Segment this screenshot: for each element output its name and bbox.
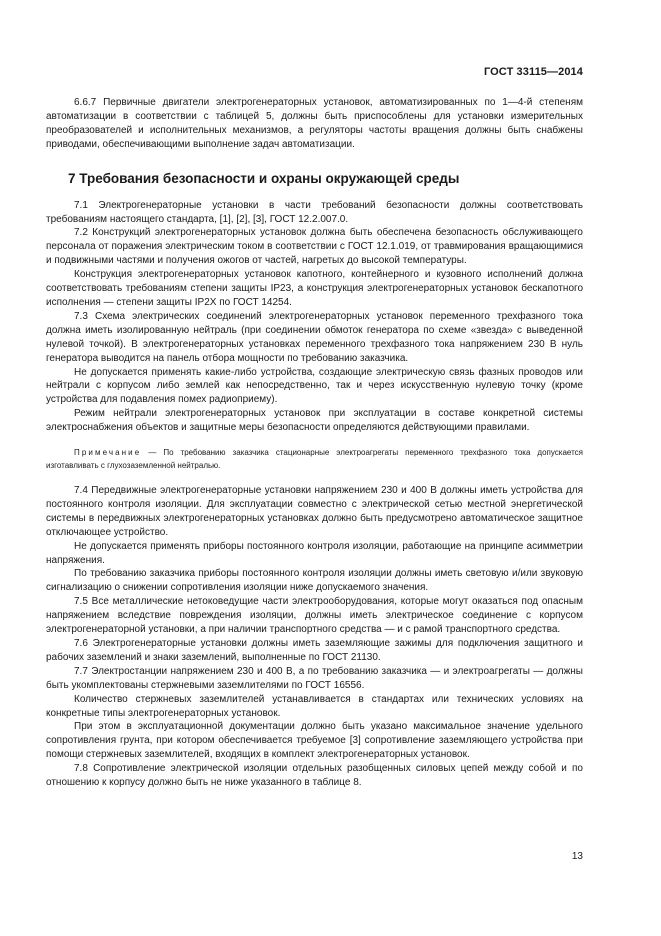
standard-header: ГОСТ 33115—2014 [483,66,583,78]
paragraph-7-8: 7.8 Сопротивление электрической изоляции отдельных разобщенных силовых цепей между собой и по отношению к корпусу должно быть не ниже указанного в таблице 8. [46,763,583,789]
note-label: Примечание [74,448,142,458]
paragraph-7-7-soil-resistance: При этом в эксплуатационной документации должно быть указано максимальное значение удельного сопротивления грунта, при котором обеспечивается требуемое [3] сопротивление заземляющего устройства при помощи стержневых заземлителей, входящих в комплект электрогенераторных установок. [46,721,583,761]
paragraph-7-4-asymmetry: Не допускается применять приборы постоянного контроля изоляции, работающие на принципе асимметрии напряжения. [46,540,583,566]
paragraph-7-3-prohibition: Не допускается применять какие-либо устройства, создающие электрическую связь фазных проводов или нейтрали с корпусом либо землей как непосредственно, так и через искусственную нулевую точку (кроме устройства для подавления помех радиоприему). [46,366,583,406]
note-text: — По требованию заказчика стационарные электроагрегаты переменного трехфазного тока допускается изготавливать с глухозаземленной нейтралью. [46,448,583,470]
paragraph-7-5: 7.5 Все металлические нетоковедущие части электрооборудования, которые могут оказаться под опасным напряжением вследствие повреждения изоляции, должны иметь электрическое соединение с корпусом электрогенераторной установки, а при наличии транспортного средства — и с рамой транспортного средства. [46,596,583,636]
page-number: 13 [571,851,583,862]
paragraph-7-1: 7.1 Электрогенераторные установки в части требований безопасности должны соответствовать требованиям настоящего стандарта, [1], [2], [3], ГОСТ 12.2.007.0. [46,199,583,225]
page-body [46,96,583,790]
paragraph-7-3: 7.3 Схема электрических соединений электрогенераторных установок переменного трехфазного тока должна иметь изолированную нейтраль (при соединении обмоток генератора по схеме «звезда» с выведенной нулевой точкой). В электрогенераторных установках переменного трехфазного тока напряжением 230 В нуль генератора выводится на панель отбора мощности по требованию заказчика. [46,310,583,364]
paragraph-7-4: 7.4 Передвижные электрогенераторные установки напряжением 230 и 400 В должны иметь устройства для постоянного контроля изоляции. Для эксплуатации совместно с электрической сетью местной энергетической системы в передвижных электрогенераторных установках должно быть предусмотрено автоматическое защитное отключающее устройство. [46,485,583,538]
paragraph-7-6: 7.6 Электрогенераторные установки должны иметь заземляющие зажимы для подключения защитного и рабочих заземлений и знаки заземлений, выполненные по ГОСТ 21130. [46,638,583,663]
paragraph-7-7-quantity: Количество стержневых заземлителей устанавливается в стандартах или технических условиях на конкретные типы электрогенераторных установок. [46,693,583,719]
paragraph-7-2-enclosure: Конструкция электрогенераторных установок капотного, контейнерного и кузовного исполнений должна соответствовать требованиям степени защиты IP23, а конструкция электрогенераторных установок бескапотного исполнения — степени защиты IP2X по ГОСТ 14254. [46,269,583,308]
paragraph-7-7: 7.7 Электростанции напряжением 230 и 400 В, а по требованию заказчика — и электроагрегаты — должны быть укомплектованы стержневыми заземлителями по ГОСТ 16556. [46,665,583,691]
paragraph-6-6-7: 6.6.7 Первичные двигатели электрогенераторных установок, автоматизированных по 1—4-й степеням автоматизации в соответствии с таблицей 5, должны быть приспособлены для установки измерительных преобразователей и исполнительных механизмов, а регуляторы частоты вращения должны быть снабжены приводами, обеспечивающими выполнение задач автоматизации. [46,97,583,150]
paragraph-7-3-neutral-mode: Режим нейтрали электрогенераторных установок при эксплуатации в составе конкретной системы электроснабжения объектов и защитные меры безопасности определяются действующими правилами. [46,408,583,434]
paragraph-7-2: 7.2 Конструкций электрогенераторных установок должна быть обеспечена безопасность обслуживающего персонала от поражения электрическим током в соответствии с ГОСТ 12.1.019, от травмирования вращающимися и подвижными частями и получения ожогов от частей, нагретых до высокой температуры. [46,227,583,267]
section-7-title: 7 Требования безопасности и охраны окружающей среды [68,170,460,186]
note [46,447,583,472]
paragraph-7-4-signaling: По требованию заказчика приборы постоянного контроля изоляции должны иметь световую и/или звуковую сигнализацию о снижении сопротивления изоляции ниже допускаемого значения. [46,568,583,594]
